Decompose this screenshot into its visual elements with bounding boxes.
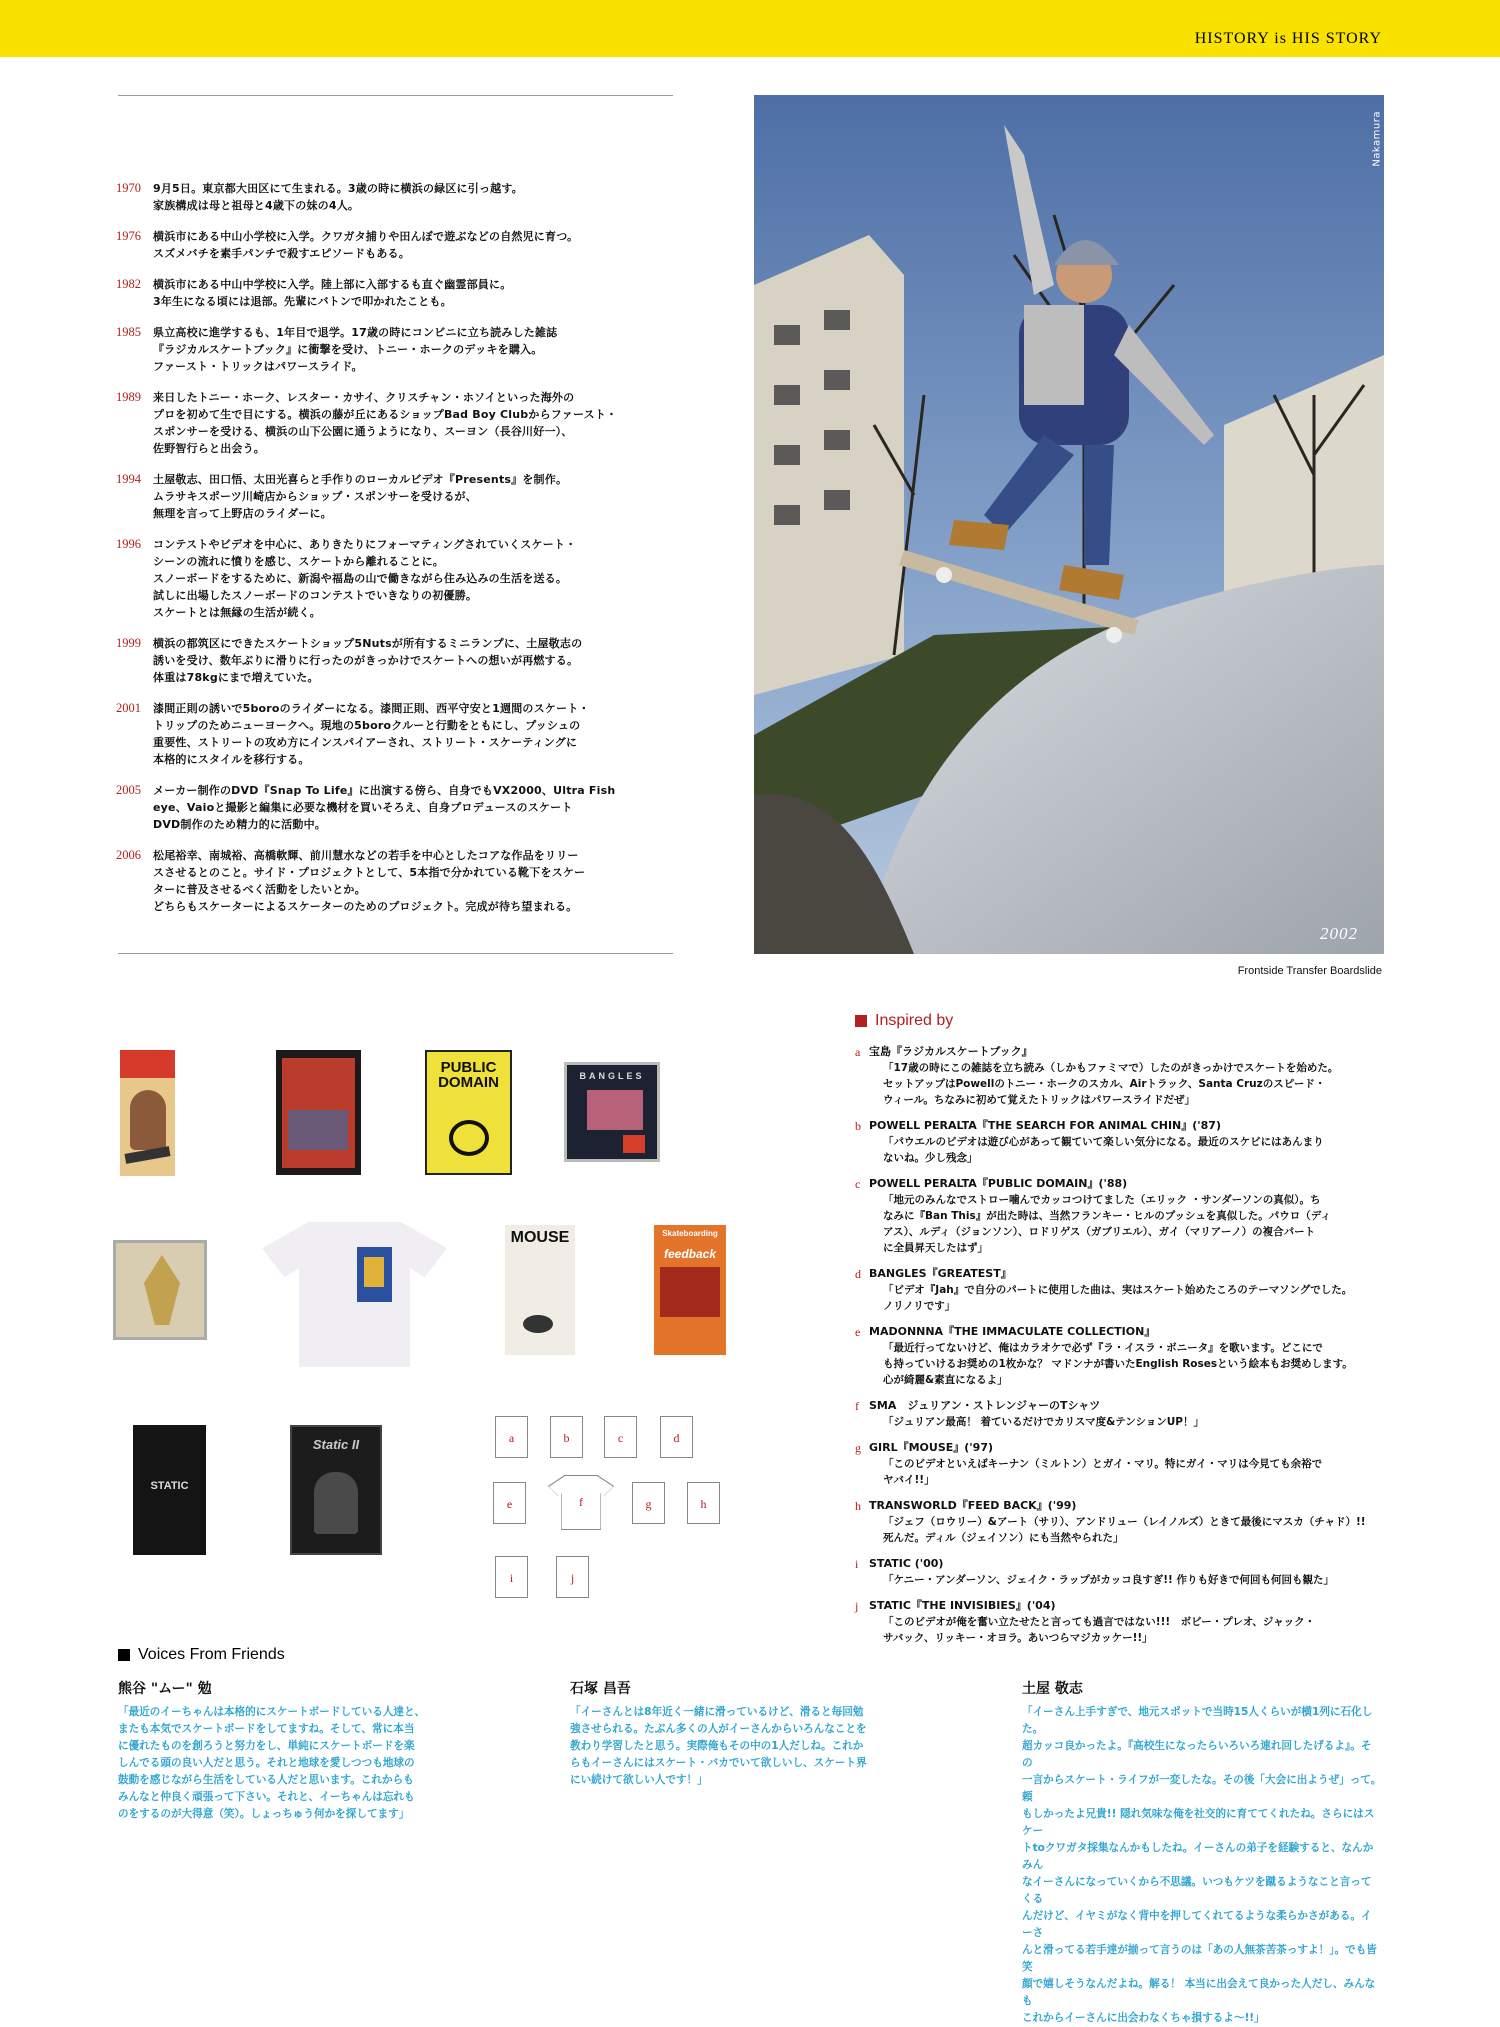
- key-j: j: [556, 1556, 589, 1598]
- divider-top: [118, 95, 673, 96]
- friend-voice: [1022, 1678, 1382, 2027]
- inspired-comment: 「パウエルのビデオは遊び心があって観ていて楽しい気分になる。最近のスケビにはあんまり ないね。少し残念」: [883, 1136, 1324, 1164]
- friend-voice: [570, 1678, 930, 2027]
- inspired-item: [855, 1598, 1385, 1646]
- item-d-bangles: [564, 1062, 660, 1162]
- voices-heading: [118, 1646, 1382, 1664]
- voices-section: [118, 1646, 1382, 2027]
- friend-text: 「最近のイーちゃんは本格的にスケートボードしている人達と、 またも本気でスケートボードをしてますね。そして、常に本当 に優れたものを創ろうと努力をし、単純にスケートボードを楽 しんでる頭の良い人だと思う。それと地球を愛しつつも地球の 鼓動を感じながら生活をしている人だと思います。これからも みんなと仲良く頑張って下さい。それと、イーちゃんは忘れも のをするのが大得意（笑）。しょっちゅう何かを探してます」: [118, 1706, 426, 1820]
- item-c-title: PUBLIC DOMAIN: [438, 1059, 499, 1091]
- timeline-text: 漆間正則の誘いで5boroのライダーになる。漆間正則、西平守安と1週間のスケート・ トリップのためニューヨークへ。現地の5boroクルーと行動をともにし、プッシュの 重要性、ストリートの攻め方にインスパイアーされ、ストリート・スケーティングに 本格的にスタイルを移行する。: [153, 702, 590, 766]
- inspired-heading: [855, 1012, 1385, 1030]
- inspired-comment: 「このビデオが俺を奮い立たせたと言っても過言ではない!!! ボビー・プレオ、ジャック・ サバック、リッキー・オヨラ。あいつらマジカッケー!!」: [883, 1616, 1316, 1644]
- timeline-year: 1989: [116, 390, 141, 404]
- timeline-text: コンテストやビデオを中心に、ありきたりにフォーマティングされていくスケート・ シーンの流れに憤りを感じ、スケートから離れることに。 スノーボードをするために、新潟や福島の山で働きながら住み込みの生活を送る。 試しに出場したスノーボードのコンテストでいきなりの初優勝。 スケートとは無縁の生活が続く。: [153, 538, 577, 619]
- timeline-year: 2005: [116, 783, 141, 797]
- inspired-letter: c: [855, 1177, 861, 1191]
- timeline-year: 2006: [116, 848, 141, 862]
- item-h-feedback: [654, 1225, 726, 1355]
- item-j-static2: [290, 1425, 382, 1555]
- inspired-title: STATIC ('00): [869, 1557, 944, 1570]
- timeline-entry: [116, 635, 676, 686]
- friend-text: 「イーさん上手すぎで、地元スポットで当時15人くらいが横1列に石化した。 超カッコ良かったよ。『高校生になったらいろいろ連れ回したげるよ』。その 一言からスケート・ライフが一変したな。その後「大会に出ようぜ」って。頼 もしかったよ兄貴!! 隠れ気味な俺を社交的に育ててくれたね。さらにはスケー トtoクワガタ採集なんかもしたね。イーさんの弟子を経験すると、なんかみん なイーさんになっていくから不思議。いつもケツを蹴るようなこと言ってくる んだけど、イヤミがなく背中を押してくれてるような柔らかさがある。イーさ んと滑ってる若手達が揃って言うのは「あの人無茶苦茶っすよ！」。でも皆笑 顔で嬉しそうなんだよね。解る！ 本当に出会えて良かった人だし、みんなも これからイーさんに出会わなくちゃ損するよ〜!!」: [1022, 1706, 1382, 2024]
- inspired-title: TRANSWORLD『FEED BACK』('99): [869, 1499, 1077, 1512]
- key-h: h: [687, 1482, 720, 1524]
- friend-name: 石塚 昌吾: [570, 1681, 631, 1697]
- timeline: [116, 180, 676, 929]
- key-c: c: [604, 1416, 637, 1458]
- friends-list: [118, 1678, 1382, 2027]
- inspired-letter: d: [855, 1267, 861, 1281]
- timeline-entry: [116, 228, 676, 262]
- key-d: d: [660, 1416, 693, 1458]
- timeline-entry: [116, 389, 676, 457]
- inspired-item: [855, 1044, 1385, 1108]
- timeline-text: 横浜市にある中山小学校に入学。クワガタ捕りや田んぼで遊ぶなどの自然児に育つ。 スズメバチを素手パンチで殺すエピソードもある。: [153, 230, 579, 260]
- item-e-madonna: [113, 1240, 207, 1340]
- inspired-title: BANGLES『GREATEST』: [869, 1267, 1012, 1280]
- inspired-title: POWELL PERALTA『THE SEARCH FOR ANIMAL CHIN』('87): [869, 1119, 1221, 1132]
- inspired-item: [855, 1324, 1385, 1388]
- timeline-year: 1970: [116, 181, 141, 195]
- key-e: e: [493, 1482, 526, 1524]
- inspired-title: STATIC『THE INVISIBIES』('04): [869, 1599, 1056, 1612]
- inspired-letter: h: [855, 1499, 861, 1513]
- friend-name: 土屋 敬志: [1022, 1681, 1083, 1697]
- inspired-letter: f: [855, 1399, 859, 1413]
- inspired-comment: 「ジュリアン最高！ 着ているだけでカリスマ度&テンションUP！」: [883, 1416, 1204, 1428]
- inspired-title: POWELL PERALTA『PUBLIC DOMAIN』('88): [869, 1177, 1128, 1190]
- inspired-by-section: [855, 1012, 1385, 1656]
- timeline-year: 1976: [116, 229, 141, 243]
- key-i: i: [495, 1556, 528, 1598]
- timeline-text: メーカー制作のDVD『Snap To Life』に出演する傍ら、自身でもVX2000、Ultra Fish eye、Vaioと撮影と編集に必要な機材を買いそろえ、自身プロデュースのスケート DVD制作のため精力的に活動中。: [153, 784, 616, 831]
- inspired-title: 宝島『ラジカルスケートブック』: [869, 1045, 1033, 1058]
- key-f-shirt: [548, 1475, 614, 1530]
- inspired-heading-text: Inspired by: [875, 1012, 954, 1029]
- timeline-entry: [116, 700, 676, 768]
- inspired-item: [855, 1398, 1385, 1430]
- friend-voice: [118, 1678, 478, 2027]
- item-b-dvd: [276, 1050, 361, 1175]
- inspired-comment: 「17歳の時にこの雑誌を立ち読み（しかもファミマで）したのがきっかけでスケートを始めた。 セットアップはPowellのトニー・ホークのスカル、Airトラック、Santa Cruzのスピード・ ウィール。ちなみに初めて覚えたトリックはパワースライドだぜ」: [883, 1062, 1339, 1106]
- inspired-item: [855, 1498, 1385, 1546]
- timeline-year: 1999: [116, 636, 141, 650]
- item-i-static: [133, 1425, 206, 1555]
- item-i-title: STATIC: [150, 1480, 189, 1492]
- inspired-list: [855, 1044, 1385, 1646]
- item-h-title: feedback: [663, 1247, 717, 1261]
- timeline-text: 県立高校に進学するも、1年目で退学。17歳の時にコンビニに立ち読みした雑誌 『ラジカルスケートブック』に衝撃を受け、トニー・ホークのデッキを購入。 ファースト・トリックはパワースライド。: [153, 326, 558, 373]
- item-j-title: Static II: [312, 1437, 360, 1452]
- item-a-magazine: [120, 1050, 175, 1176]
- heading-square-icon: [855, 1015, 867, 1027]
- inspired-comment: 「ケニー・アンダーソン、ジェイク・ラップがカッコ良すぎ!! 作りも好きで何回も何回も観た」: [883, 1574, 1334, 1586]
- voices-heading-text: Voices From Friends: [138, 1646, 285, 1663]
- inspired-item: [855, 1118, 1385, 1166]
- timeline-year: 1982: [116, 277, 141, 291]
- inspired-item: [855, 1556, 1385, 1588]
- item-g-mouse: [505, 1225, 575, 1355]
- inspired-title: SMA ジュリアン・ストレンジャーのTシャツ: [869, 1399, 1101, 1412]
- item-d-title: BANGLES: [579, 1071, 645, 1081]
- inspired-comment: 「最近行ってないけど、俺はカラオケで必ず『ラ・イスラ・ボニータ』を歌います。どこにで も持っていけるお奨めの1枚かな？ マドンナが書いたEnglish Rosesという絵本もお奨めします。 心が綺麗&素直になるよ」: [883, 1342, 1353, 1386]
- friend-text: 「イーさんとは8年近く一緒に滑っているけど、滑ると毎回勉 強させられる。たぶん多くの人がイーさんからいろんなことを 教わり学習したと思う。実際俺もその中の1人だしね。これか らもイーさんにはスケート・バカでいて欲しいし、スケート界 にい続けて欲しい人です！」: [570, 1706, 867, 1786]
- header-bar: [0, 0, 1500, 57]
- inspired-item: [855, 1266, 1385, 1314]
- item-f-tshirt: [262, 1222, 447, 1367]
- inspired-letter: b: [855, 1119, 861, 1133]
- inspired-comment: 「ビデオ『Jah』で自分のパートに使用した曲は、実はスケート始めたころのテーマソングでした。 ノリノリです」: [883, 1284, 1353, 1312]
- inspired-letter: i: [855, 1557, 859, 1571]
- photo-caption: Frontside Transfer Boardslide: [1237, 965, 1382, 977]
- inspired-letter: e: [855, 1325, 861, 1339]
- skate-photo-illustration: [754, 95, 1384, 954]
- inspired-comment: 「このビデオといえばキーナン（ミルトン）とガイ・マリ。特にガイ・マリは今見ても余裕で ヤバイ!!」: [883, 1458, 1323, 1486]
- timeline-year: 1996: [116, 537, 141, 551]
- timeline-text: 9月5日。東京都大田区にて生まれる。3歳の時に横浜の緑区に引っ越す。 家族構成は母と祖母と4歳下の妹の4人。: [153, 182, 523, 212]
- inspired-letter: j: [855, 1599, 859, 1613]
- timeline-entry: [116, 324, 676, 375]
- inspired-title: MADONNNA『THE IMMACULATE COLLECTION』: [869, 1325, 1156, 1338]
- timeline-entry: [116, 276, 676, 310]
- inspired-letter: g: [855, 1441, 861, 1455]
- timeline-year: 2001: [116, 701, 141, 715]
- item-c-public-domain: [425, 1050, 512, 1175]
- timeline-text: 横浜の都筑区にできたスケートショップ5Nutsが所有するミニランプに、土屋敬志の 誘いを受け、数年ぶりに滑りに行ったのがきっかけでスケートへの想いが再燃する。 体重は78kgにまで増えていた。: [153, 637, 583, 684]
- heading-square-icon: [118, 1649, 130, 1661]
- key-g: g: [632, 1482, 665, 1524]
- photo-year: 2002: [1320, 924, 1358, 943]
- photo-credit: Nakamura: [1372, 111, 1383, 167]
- timeline-year: 1994: [116, 472, 141, 486]
- key-a: a: [495, 1416, 528, 1458]
- timeline-entry: [116, 847, 676, 915]
- inspired-title: GIRL『MOUSE』('97): [869, 1441, 993, 1454]
- item-h-top: Skateboarding: [662, 1229, 718, 1238]
- timeline-text: 土屋敬志、田口悟、太田光喜らと手作りのローカルビデオ『Presents』を制作。 ムラサキスポーツ川崎店からショップ・スポンサーを受けるが、 無理を言って上野店のライダーに。: [153, 473, 568, 520]
- timeline-year: 1985: [116, 325, 141, 339]
- divider-bottom: [118, 953, 673, 954]
- inspired-letter: a: [855, 1045, 861, 1059]
- timeline-entry: [116, 471, 676, 522]
- timeline-text: 松尾裕幸、南城裕、高橋軟輝、前川慧水などの若手を中心としたコアな作品をリリー スさせるとのこと。サイド・プロジェクトとして、5本指で分かれている靴下をスケー ターに普及させるべく活動をしたいとか。 どちらもスケーターによるスケーターのためのプロジェクト。完成が待ち望まれる。: [153, 849, 586, 913]
- key-b: b: [550, 1416, 583, 1458]
- timeline-entry: [116, 180, 676, 214]
- inspired-comment: 「地元のみんなでストロー噛んでカッコつけてました（エリック ・サンダーソンの真似）。ち なみに『Ban This』が出た時は、当然フランキー・ヒルのプッシュを真似した。パウロ（ディ アス）、ルディ（ジョンソン）、ロドリゲス（ガブリエル）、ガイ（マリアーノ）の複合パート に全員昇天したはず」: [883, 1194, 1331, 1254]
- key-f: f: [579, 1495, 583, 1509]
- skate-photo: [754, 95, 1384, 954]
- timeline-entry: [116, 536, 676, 621]
- timeline-text: 横浜市にある中山中学校に入学。陸上部に入部するも直ぐ幽霊部員に。 3年生になる頃には退部。先輩にバトンで叩かれたことも。: [153, 278, 512, 308]
- item-g-title: MOUSE: [510, 1229, 570, 1246]
- inspired-comment: 「ジェフ（ロウリー）&アート（サリ）、アンドリュー（レイノルズ）ときて最後にマスカ（チャド）!! 死んだ。ディル（ジェイソン）にも当然やられた」: [883, 1516, 1366, 1544]
- timeline-entry: [116, 782, 676, 833]
- friend-name: 熊谷 "ムー" 勉: [118, 1681, 212, 1697]
- timeline-text: 来日したトニー・ホーク、レスター・カサイ、クリスチャン・ホソイといった海外の プロを初めて生で目にする。横浜の藤が丘にあるショップBad Boy Clubからファースト・ スポンサーを受ける、横浜の山下公園に通うようになり、スーヨン（長谷川好一）、 佐野智行らと出会う。: [153, 391, 618, 455]
- inspired-item: [855, 1176, 1385, 1256]
- inspired-item: [855, 1440, 1385, 1488]
- header-title: HISTORY is HIS STORY: [1194, 30, 1382, 47]
